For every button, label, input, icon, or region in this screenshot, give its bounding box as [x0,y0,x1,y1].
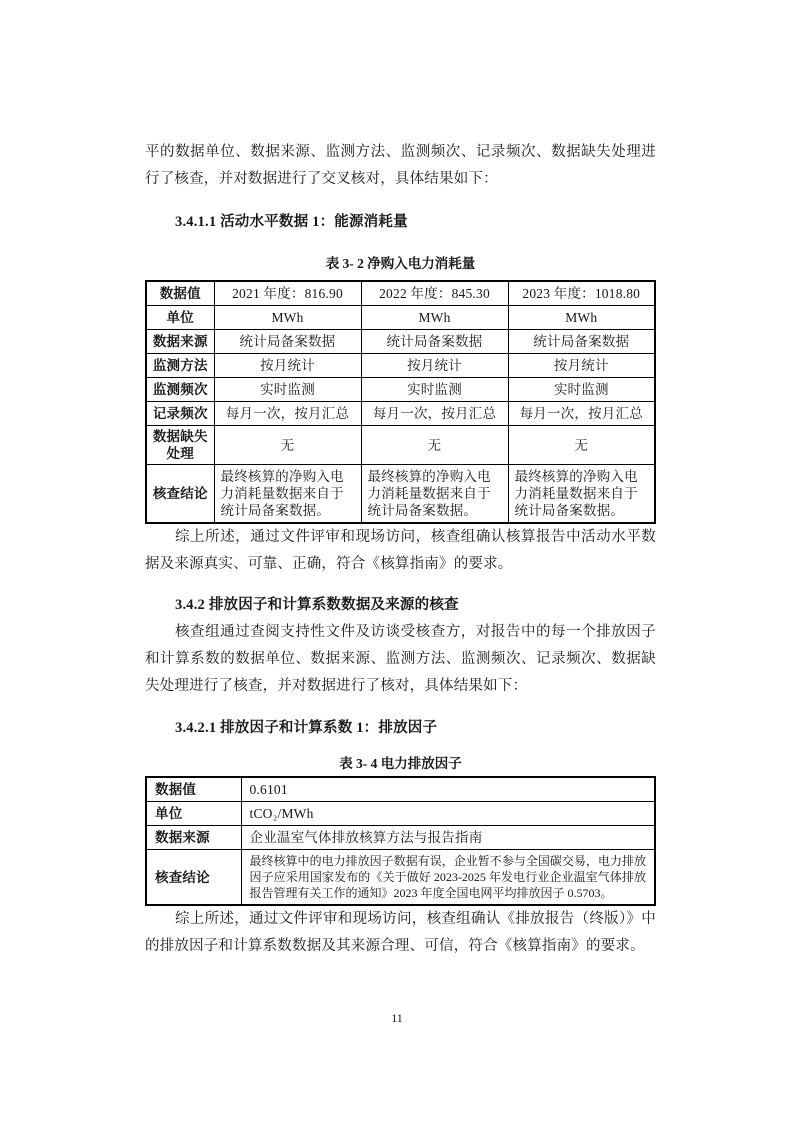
cell-monitoring-method: 按月统计 [361,354,508,378]
row-label: 数据来源 [146,330,214,354]
row-unit [146,802,655,826]
cell-missing-data: 无 [361,426,508,465]
row-monitoring-frequency [146,378,655,402]
row-missing-data-handling [146,426,655,465]
cell-monitoring-frequency: 实时监测 [508,378,655,402]
row-label: 记录频次 [146,402,214,426]
factor-intro-paragraph: 核查组通过查阅支持性文件及访谈受核查方，对报告中的每一个排放因子和计算系数的数据单位、数据来源、监测方法、监测频次、记录频次、数据缺失处理进行了核查，并对数据进行了核对，具体结果如下： [145,624,656,694]
row-label: 核查结论 [146,465,214,524]
cell-data-source: 统计局备案数据 [361,330,508,354]
row-label: 核查结论 [146,850,241,906]
row-label: 数据值 [146,281,214,306]
row-verification-conclusion [146,850,655,906]
row-unit [146,306,655,330]
row-monitoring-method [146,354,655,378]
cell-factor-conclusion: 最终核算中的电力排放因子数据有误，企业暂不参与全国碳交易，电力排放因子应采用国家发布的《关于做好 2023-2025 年发电行业企业温室气体排放报告管理有关工作的通知》2023 年度全国电网平均排放因子 0.5703。 [241,850,655,906]
cell-recording-frequency: 每月一次，按月汇总 [214,402,361,426]
factor-summary-paragraph: 综上所述，通过文件评审和现场访问，核查组确认《排放报告（终版）》中的排放因子和计算系数数据及其来源合理、可信，符合《核算指南》的要求。 [145,911,656,954]
cell-conclusion: 最终核算的净购入电力消耗量数据来自于统计局备案数据。 [361,465,508,524]
table-3-2-caption: 表 3- 2 净购入电力消耗量 [325,256,476,271]
row-label: 监测频次 [146,378,214,402]
row-label: 数据来源 [146,826,241,850]
activity-summary-paragraph: 综上所述，通过文件评审和现场访问，核查组确认核算报告中活动水平数据及来源真实、可靠、正确，符合《核算指南》的要求。 [145,529,656,572]
cell-recording-frequency: 每月一次，按月汇总 [508,402,655,426]
cell-missing-data: 无 [214,426,361,465]
cell-factor-source: 企业温室气体排放核算方法与报告指南 [241,826,655,850]
heading-3-4-1-1: 3.4.1.1 活动水平数据 1：能源消耗量 [175,214,408,230]
cell-unit: MWh [361,306,508,330]
row-data-value [146,777,655,802]
cell-conclusion: 最终核算的净购入电力消耗量数据来自于统计局备案数据。 [214,465,361,524]
row-verification-conclusion [146,465,655,524]
cell-monitoring-frequency: 实时监测 [361,378,508,402]
table-3-2-electricity-consumption [145,280,656,524]
cell-2023-value: 2023 年度：1018.80 [508,281,655,306]
row-recording-frequency [146,402,655,426]
cell-factor-unit: tCO₂/MWh [241,802,655,826]
cell-data-source: 统计局备案数据 [214,330,361,354]
table-3-4-caption: 表 3- 4 电力排放因子 [339,756,462,771]
cell-data-source: 统计局备案数据 [508,330,655,354]
heading-3-4-2: 3.4.2 排放因子和计算系数数据及来源的核查 [175,597,459,613]
row-label: 数据缺失处理 [146,426,214,465]
cell-2022-value: 2022 年度：845.30 [361,281,508,306]
cell-missing-data: 无 [508,426,655,465]
row-data-source [146,826,655,850]
cell-monitoring-frequency: 实时监测 [214,378,361,402]
row-data-value [146,281,655,306]
cell-monitoring-method: 按月统计 [214,354,361,378]
page-content [145,139,656,960]
table-3-4-electricity-emission-factor [145,776,656,906]
heading-3-4-2-1: 3.4.2.1 排放因子和计算系数 1：排放因子 [175,720,438,736]
cell-2021-value: 2021 年度：816.90 [214,281,361,306]
row-label: 单位 [146,306,214,330]
cell-unit: MWh [214,306,361,330]
cell-conclusion: 最终核算的净购入电力消耗量数据来自于统计局备案数据。 [508,465,655,524]
cell-factor-value: 0.6101 [241,777,655,802]
cell-monitoring-method: 按月统计 [508,354,655,378]
row-data-source [146,330,655,354]
row-label: 监测方法 [146,354,214,378]
intro-paragraph: 平的数据单位、数据来源、监测方法、监测频次、记录频次、数据缺失处理进行了核查，并对数据进行了交叉核对，具体结果如下： [145,144,656,187]
cell-recording-frequency: 每月一次，按月汇总 [361,402,508,426]
cell-unit: MWh [508,306,655,330]
page-number: 11 [391,1011,403,1025]
row-label: 单位 [146,802,241,826]
row-label: 数据值 [146,777,241,802]
